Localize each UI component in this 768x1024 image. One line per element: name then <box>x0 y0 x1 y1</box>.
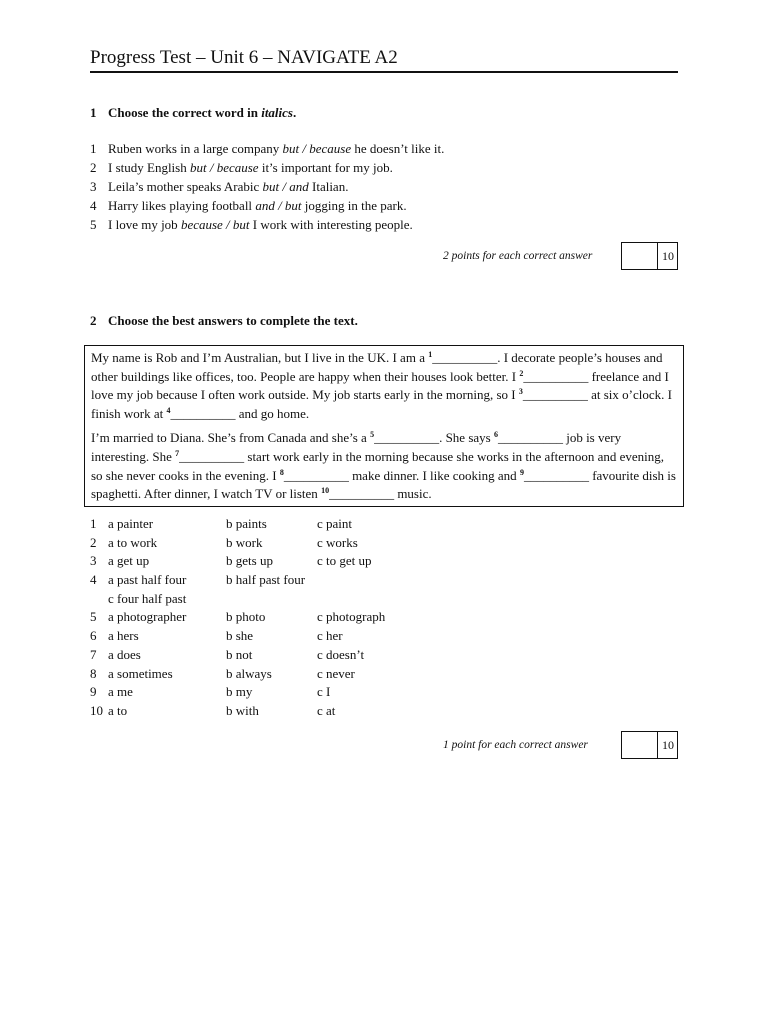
answer-option-row <box>90 552 490 571</box>
question-item <box>90 158 444 177</box>
question-item <box>90 139 444 158</box>
gap-number: 5 <box>370 430 375 440</box>
option-number: 10 <box>90 702 103 718</box>
answer-option-row <box>90 515 490 534</box>
option-b[interactable]: b paints <box>226 516 267 531</box>
question-number: 2 <box>90 160 97 175</box>
gap-number: 3 <box>518 387 523 397</box>
section2-score-field[interactable] <box>622 732 658 758</box>
option-a[interactable]: a sometimes <box>108 665 173 681</box>
question-choice[interactable]: but / because <box>189 160 259 175</box>
option-a[interactable]: a to work <box>108 534 158 550</box>
question-text-end: he doesn’t like it. <box>351 141 445 156</box>
text-segment: __________ music. <box>329 486 432 502</box>
answer-option-row <box>90 646 490 665</box>
text-segment: __________ favourite dish is spaghetti. After dinner, I watch TV or listen <box>91 467 676 502</box>
section1-number: 1 <box>90 105 97 120</box>
page-title: Progress Test – Unit 6 – NAVIGATE A2 <box>90 47 398 68</box>
answer-options-list <box>90 515 490 721</box>
section1-points-label: 2 points for each correct answer <box>443 250 593 262</box>
text-segment: __________ make dinner. I like cooking and <box>283 467 520 483</box>
option-number: 2 <box>90 534 97 550</box>
text-segment: I’m married to Diana. She’s from Canada and she’s a <box>91 430 371 446</box>
text-segment: __________ job is very interesting. She <box>91 430 622 464</box>
option-b[interactable]: b not <box>226 646 253 662</box>
option-number: 8 <box>90 665 97 681</box>
option-number: 3 <box>90 553 97 569</box>
option-c[interactable]: c paint <box>317 516 353 531</box>
gap-number: 10 <box>321 486 330 496</box>
option-number: 7 <box>90 646 97 662</box>
text-paragraph-2 <box>91 429 677 503</box>
answer-option-row <box>90 683 490 702</box>
question-text-end: Italian. <box>308 179 349 194</box>
question-choice[interactable]: but / because <box>282 141 352 156</box>
option-c[interactable]: c works <box>317 534 358 550</box>
text-segment: __________. I decorate people’s houses and other buildings like offices, too. People are happy when their houses look better. I <box>91 350 663 384</box>
text-paragraph-1 <box>91 349 677 423</box>
gap-number: 9 <box>519 467 524 477</box>
text-segment: __________ at six o’clock. I finish work at <box>91 387 672 421</box>
question-text-start: Ruben works in a large company <box>108 141 283 156</box>
section1-score-box <box>621 242 678 270</box>
section2-points-label: 1 point for each correct answer <box>443 739 588 751</box>
question-choice[interactable]: and / but <box>255 198 302 213</box>
option-b[interactable]: b gets up <box>226 553 273 569</box>
option-c[interactable]: c her <box>317 628 343 644</box>
question-number: 4 <box>90 198 97 213</box>
option-a[interactable]: a photographer <box>108 609 187 625</box>
section1-score-field[interactable] <box>622 243 658 269</box>
option-number: 9 <box>90 684 97 700</box>
gap-number: 2 <box>519 368 524 378</box>
gap-number: 1 <box>428 350 433 359</box>
answer-option-row <box>90 702 490 721</box>
section2-heading <box>90 313 358 329</box>
question-number: 3 <box>90 179 97 194</box>
answer-option-row <box>90 608 490 627</box>
option-c[interactable]: c never <box>317 665 355 681</box>
section1-heading <box>90 105 296 121</box>
option-b[interactable]: b half past four <box>226 572 306 588</box>
text-segment: __________. She says <box>374 430 494 446</box>
text-segment: __________ freelance and I love my job because I often work outside. My job starts early in the morning, so I <box>91 368 669 403</box>
answer-option-row <box>90 590 490 609</box>
question-item <box>90 196 444 215</box>
section2-heading-text: Choose the best answers to complete the text. <box>108 313 358 328</box>
text-segment: __________ and go home. <box>170 405 310 421</box>
option-number: 6 <box>90 628 97 644</box>
section1-score-total: 10 <box>662 249 674 263</box>
option-a[interactable]: a hers <box>108 628 139 644</box>
section1-heading-text: Choose the correct word in <box>108 105 262 120</box>
text-segment: My name is Rob and I’m Australian, but I live in the UK. I am a <box>91 350 429 365</box>
option-c[interactable]: c photograph <box>317 609 386 625</box>
option-a[interactable]: a painter <box>108 516 154 531</box>
gap-number: 8 <box>279 467 284 477</box>
option-a[interactable]: a get up <box>108 553 150 569</box>
option-a[interactable]: a me <box>108 684 133 700</box>
option-b[interactable]: b work <box>226 534 263 550</box>
question-text-end: jogging in the park. <box>301 198 407 213</box>
option-number: 5 <box>90 609 97 625</box>
option-b[interactable]: b she <box>226 628 254 644</box>
question-text-end: it’s important for my job. <box>258 160 393 175</box>
question-item <box>90 177 444 196</box>
question-text-end: I work with interesting people. <box>249 217 413 232</box>
section2-score-box <box>621 731 678 759</box>
option-b[interactable]: b with <box>226 702 259 718</box>
option-b[interactable]: b photo <box>226 609 266 625</box>
question-choice[interactable]: but / and <box>262 179 309 194</box>
answer-option-row <box>90 627 490 646</box>
section1-heading-end: . <box>292 105 297 120</box>
text-segment: __________ start work early in the morning because she works in the afternoon and evening, so she never cooks in the evening. I <box>91 448 664 483</box>
option-a[interactable]: a does <box>108 646 141 662</box>
answer-option-row <box>90 571 490 590</box>
question-item <box>90 215 444 234</box>
option-b[interactable]: b my <box>226 684 253 700</box>
option-c[interactable]: c at <box>317 702 336 718</box>
question-text-start: I study English <box>108 160 190 175</box>
question-text-start: I love my job <box>108 217 181 232</box>
question-choice[interactable]: because / but <box>180 217 250 232</box>
option-number: 1 <box>90 516 97 531</box>
question-number: 1 <box>90 141 97 156</box>
section2-score-total: 10 <box>662 738 674 752</box>
question-text-start: Leila’s mother speaks Arabic <box>108 179 263 194</box>
reading-text-box <box>84 345 684 507</box>
option-a[interactable]: a to <box>108 702 128 718</box>
answer-option-row <box>90 534 490 553</box>
option-c[interactable]: c I <box>317 684 331 700</box>
answer-option-row <box>90 665 490 684</box>
gap-number: 7 <box>175 448 180 458</box>
question-text-start: Harry likes playing football <box>108 198 256 213</box>
option-number: 4 <box>90 572 97 588</box>
section1-heading-italic: italics <box>261 105 293 120</box>
option-c[interactable]: c to get up <box>317 553 372 569</box>
option-a[interactable]: c four half past <box>108 590 187 606</box>
option-a[interactable]: a past half four <box>108 572 187 588</box>
section2-number: 2 <box>90 313 97 328</box>
section1-question-list <box>90 139 444 234</box>
question-number: 5 <box>90 217 97 232</box>
title-underline <box>90 71 678 73</box>
option-b[interactable]: b always <box>226 665 272 681</box>
gap-number: 4 <box>166 405 171 415</box>
option-c[interactable]: c doesn’t <box>317 646 365 662</box>
gap-number: 6 <box>493 430 498 440</box>
